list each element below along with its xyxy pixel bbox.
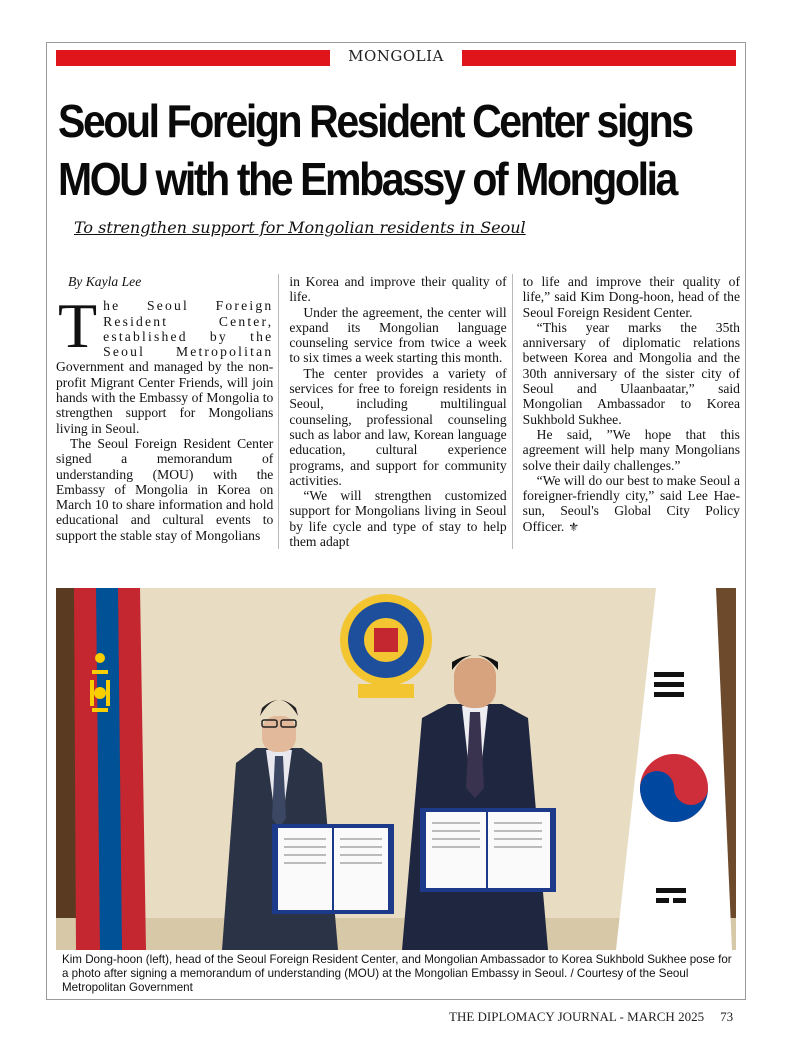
article-paragraph-6: “This year marks the 35th anniversary of diplomatic relations between Korea and Mongolia and the 30th anniversary of the sister city of Seoul and Ulaanbaatar,” said Mongolian Ambassador to Korea Sukhbold Sukhee. xyxy=(522,319,740,427)
article-paragraph-4: The center provides a variety of services for free to foreign residents in Seoul, including multilingual counseling, professional counseling such as labor and law, Korean language education, cultural experience programs, and support for community activities. xyxy=(289,365,507,488)
article-paragraph-2: The Seoul Foreign Resident Center signed a memorandum of understanding (MOU) with the Embassy of Mongolia in Korea on March 10 to share information and hold educational and cultural events to support the stable stay of Mongolians xyxy=(56,435,274,543)
drop-cap: T xyxy=(58,290,98,362)
mou-document-left xyxy=(272,824,394,914)
article-body xyxy=(56,274,740,549)
photo-caption: Kim Dong-hoon (left), head of the Seoul Foreign Resident Center, and Mongolian Ambassador to Korea Sukhbold Sukhee pose for a photo after signing a memorandum of understanding (MOU) at the Mongolian Embassy in Seoul. / Courtesy of the Seoul Metropolitan Government xyxy=(62,953,732,994)
article-paragraph-8-text: “We will do our best to make Seoul a foreigner-friendly city,” said Lee Hae-sun, Seoul's Global City Policy Officer. xyxy=(522,472,740,534)
page-footer xyxy=(449,1009,733,1025)
page-number: 73 xyxy=(720,1009,734,1024)
lead-text-rest: Government and managed by the non-profit Migrant Center Friends, will join hands with the Embassy of Mongolia to strengthen support for Mongolians living in Seoul. xyxy=(56,359,274,436)
headline xyxy=(58,92,748,208)
article-paragraph-5-cont: to life and improve their quality of life,” said Kim Dong-hoon, head of the Seoul Foreign Resident Center. xyxy=(522,274,740,320)
article-paragraph-8 xyxy=(523,473,740,535)
journal-name: THE DIPLOMACY JOURNAL - MARCH 2025 xyxy=(449,1009,705,1024)
section-band-right xyxy=(462,50,736,66)
byline: By Kayla Lee xyxy=(68,274,142,289)
photo-illustration xyxy=(56,588,736,950)
mou-document-right xyxy=(420,808,556,892)
article-paragraph-3: Under the agreement, the center will expand its Mongolian language counseling service from twice a week to six times a week starting this month. xyxy=(289,304,507,366)
article-column-2 xyxy=(289,274,512,549)
article-photo xyxy=(56,588,736,950)
section-label: MONGOLIA xyxy=(348,47,444,65)
article-paragraph-5: “We will strengthen customized support for Mongolians living in Seoul by life cycle and type of stay to help them adapt xyxy=(289,488,507,550)
headline-line-1: Seoul Foreign Resident Center signs xyxy=(58,95,692,147)
subheadline: To strengthen support for Mongolian residents in Seoul xyxy=(74,218,526,237)
article-column-3 xyxy=(523,274,740,549)
article-paragraph-1 xyxy=(56,290,274,436)
mongolia-flag xyxy=(74,588,146,950)
section-band-left xyxy=(56,50,330,66)
headline-line-2: MOU with the Embassy of Mongolia xyxy=(58,153,676,206)
lead-text: he Seoul Foreign Resident Center, established by the Seoul Metropolitan xyxy=(103,298,274,360)
article-column-1 xyxy=(56,274,279,549)
article-paragraph-7: He said, ”We hope that this agreement will help many Mongolians solve their daily challenges.” xyxy=(522,426,740,473)
end-mark-icon: ⚜ xyxy=(568,519,580,534)
article-paragraph-2-cont: in Korea and improve their quality of life. xyxy=(289,274,507,305)
